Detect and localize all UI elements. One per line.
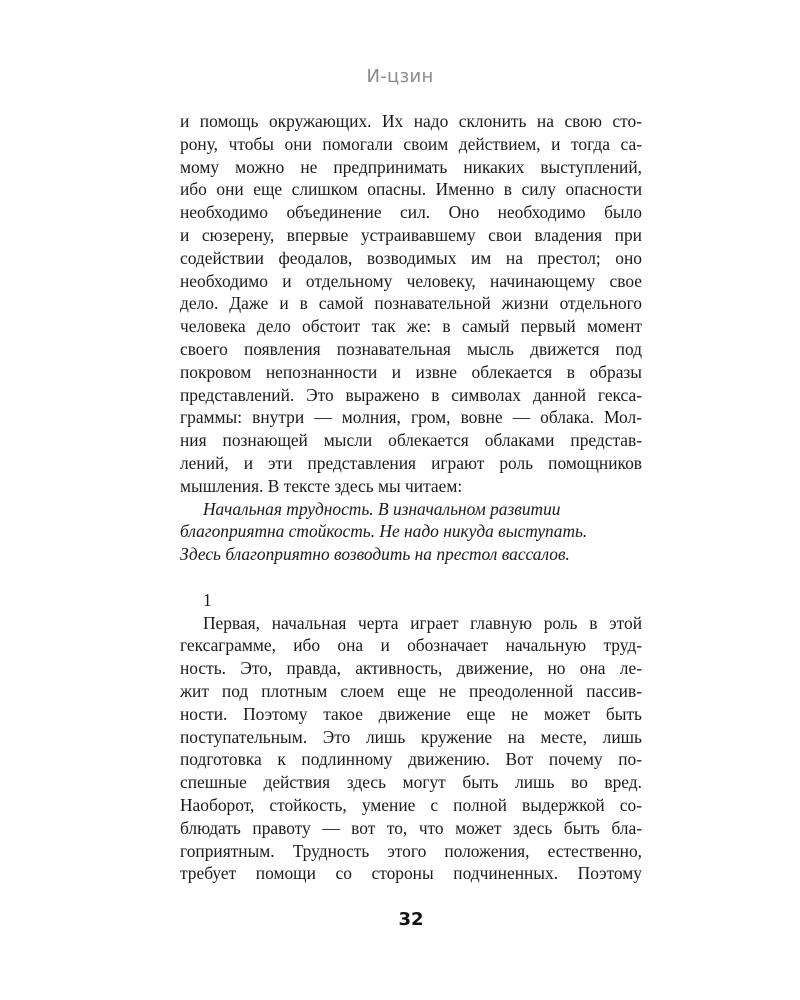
text-line: мому можно не предпринимать никаких выступлений,	[180, 156, 642, 177]
text-line: ность. Это, правда, активность, движение, но она ле-	[180, 658, 642, 679]
text-line: покровом непознанности и извне облекается в образы	[180, 361, 642, 382]
text-line: человека дело обстоит так же: в самый первый момент	[180, 316, 642, 337]
text-line: необходимо объединение сил. Оно необходимо было	[180, 202, 642, 223]
quote-line: Здесь благоприятно возводить на престол вассалов.	[180, 544, 570, 565]
text-line: необходимо и отдельному человеку, начинающему свое	[180, 270, 642, 291]
text-line: блюдать правоту — вот то, что может здесь быть бла-	[180, 817, 642, 838]
text-line: ибо они еще слишком опасны. Именно в силу опасности	[180, 179, 642, 200]
text-line: гексаграмме, ибо она и обозначает начальную труд-	[180, 635, 642, 656]
text-line: подготовка к подлинному движению. Вот почему по-	[180, 749, 642, 770]
paragraph-1	[180, 110, 642, 498]
text-line: и сюзерену, впервые устраивавшему свои владения при	[180, 224, 642, 245]
text-line: содействии феодалов, возводимых им на престол; оно	[180, 247, 642, 268]
text-line: Наоборот, стойкость, умение с полной выдержкой со-	[180, 794, 642, 815]
text-line: требует помощи со стороны подчиненных. Поэтому	[180, 863, 642, 884]
text-line: граммы: внутри — молния, гром, вовне — облака. Мол-	[180, 407, 642, 428]
text-line: дело. Даже и в самой познавательной жизни отдельного	[180, 293, 642, 314]
text-line: жит под плотным слоем еще не преодоленной пассив-	[180, 680, 642, 701]
page-body	[180, 110, 642, 885]
text-line: ности. Поэтому такое движение еще не может быть	[180, 703, 642, 724]
quote-line: Начальная трудность. В изначальном развитии	[203, 498, 561, 519]
section-number: 1	[203, 589, 212, 610]
text-line: рону, чтобы они помогали своим действием, и тогда са-	[180, 133, 642, 154]
text-line: поступательным. Это лишь кружение на месте, лишь	[180, 726, 642, 747]
text-line: лений, и эти представления играют роль помощников	[180, 452, 642, 473]
text-line: мышления. В тексте здесь мы читаем:	[180, 475, 463, 496]
running-title: И-цзин	[366, 66, 434, 87]
section-spacer	[180, 566, 642, 589]
text-line: и помощь окружающих. Их надо склонить на свою сто-	[180, 111, 642, 131]
page-number: 32	[398, 909, 424, 930]
paragraph-2	[180, 612, 642, 886]
text-line: Первая, начальная черта играет главную роль в этой	[203, 612, 642, 633]
text-line: спешные действия здесь могут быть лишь во вред.	[180, 772, 642, 793]
hexagram-quote	[180, 498, 642, 566]
quote-line: благоприятна стойкость. Не надо никуда выступать.	[180, 521, 588, 542]
text-line: ния познающей мысли облекается облаками представ-	[180, 430, 642, 451]
text-line: своего появления познавательная мысль движется под	[180, 338, 642, 359]
text-line: гоприятным. Трудность этого положения, естественно,	[180, 840, 642, 861]
text-line: представлений. Это выражено в символах данной гекса-	[180, 384, 642, 405]
